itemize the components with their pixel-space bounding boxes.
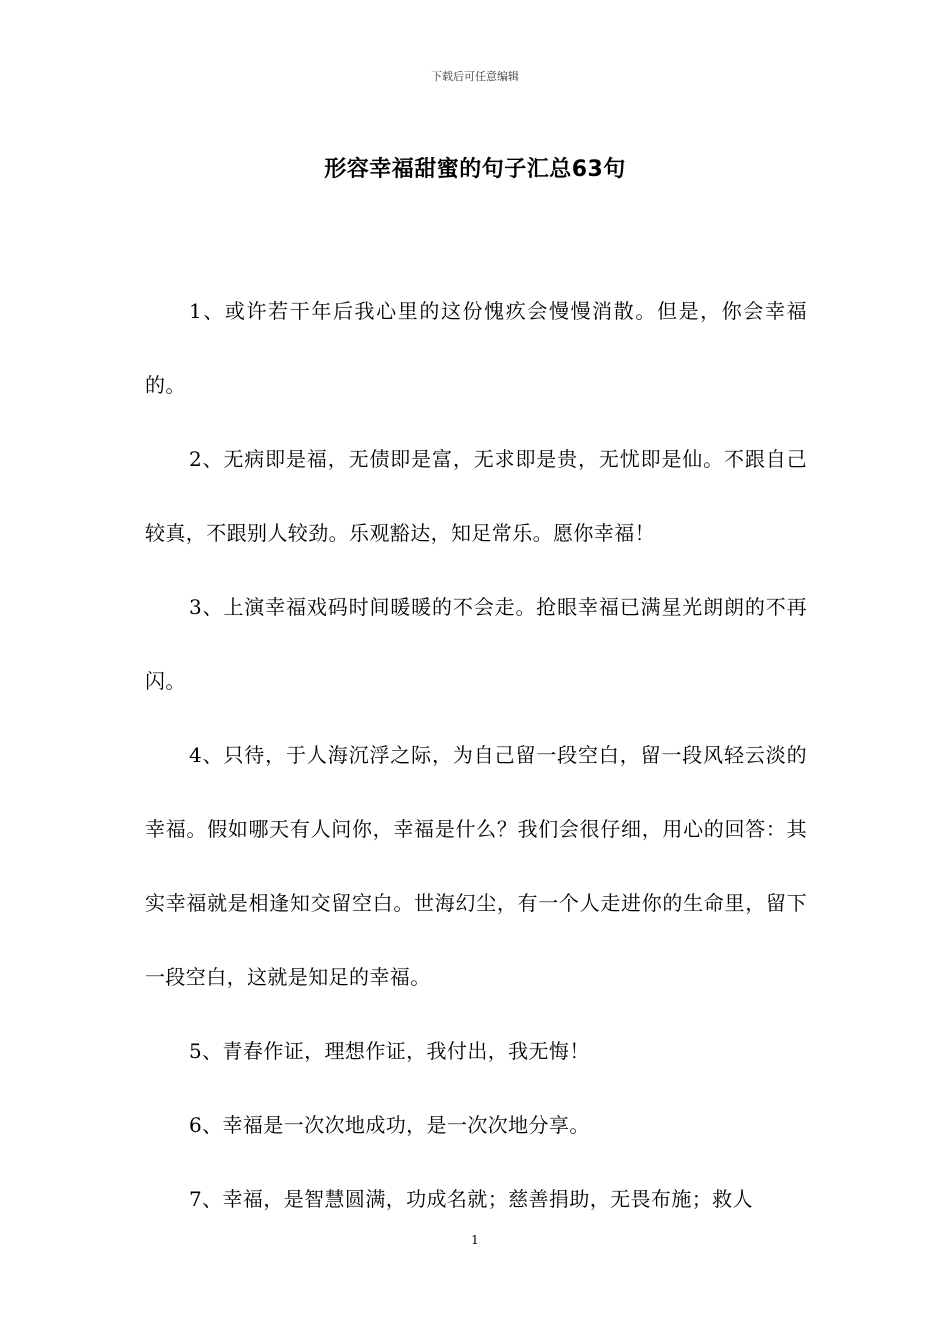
- paragraph-5: 5、青春作证，理想作证，我付出，我无悔！: [189, 1039, 590, 1063]
- page-number: 1: [471, 1233, 479, 1247]
- paragraph-4: 4、只待，于人海沉浮之际，为自己留一段空白，留一段风轻云淡的幸福。假如哪天有人问你，幸福是什么？我们会很仔细，用心的回答：其实幸福就是相逢知交留空白。世海幻尘，有一个人走进你的生命里，留下一段空白，这就是知足的幸福。: [145, 743, 807, 989]
- page-header-note: 下载后可任意编辑: [431, 70, 519, 83]
- paragraph-2: 2、无病即是福，无债即是富，无求即是贵，无忧即是仙。不跟自己较真，不跟别人较劲。乐观豁达，知足常乐。愿你幸福！: [145, 447, 807, 545]
- paragraph-6: 6、幸福是一次次地成功，是一次次地分享。: [189, 1113, 590, 1137]
- paragraph-7: 7、幸福，是智慧圆满，功成名就；慈善捐助，无畏布施；救人: [189, 1187, 753, 1211]
- document-body: [145, 274, 807, 1236]
- document-title: 形容幸福甜蜜的句子汇总63句: [324, 157, 626, 182]
- paragraph-1: 1、或许若干年后我心里的这份愧疚会慢慢消散。但是，你会幸福的。: [145, 299, 807, 397]
- paragraph-3: 3、上演幸福戏码时间暖暖的不会走。抢眼幸福已满星光朗朗的不再闪。: [145, 595, 807, 693]
